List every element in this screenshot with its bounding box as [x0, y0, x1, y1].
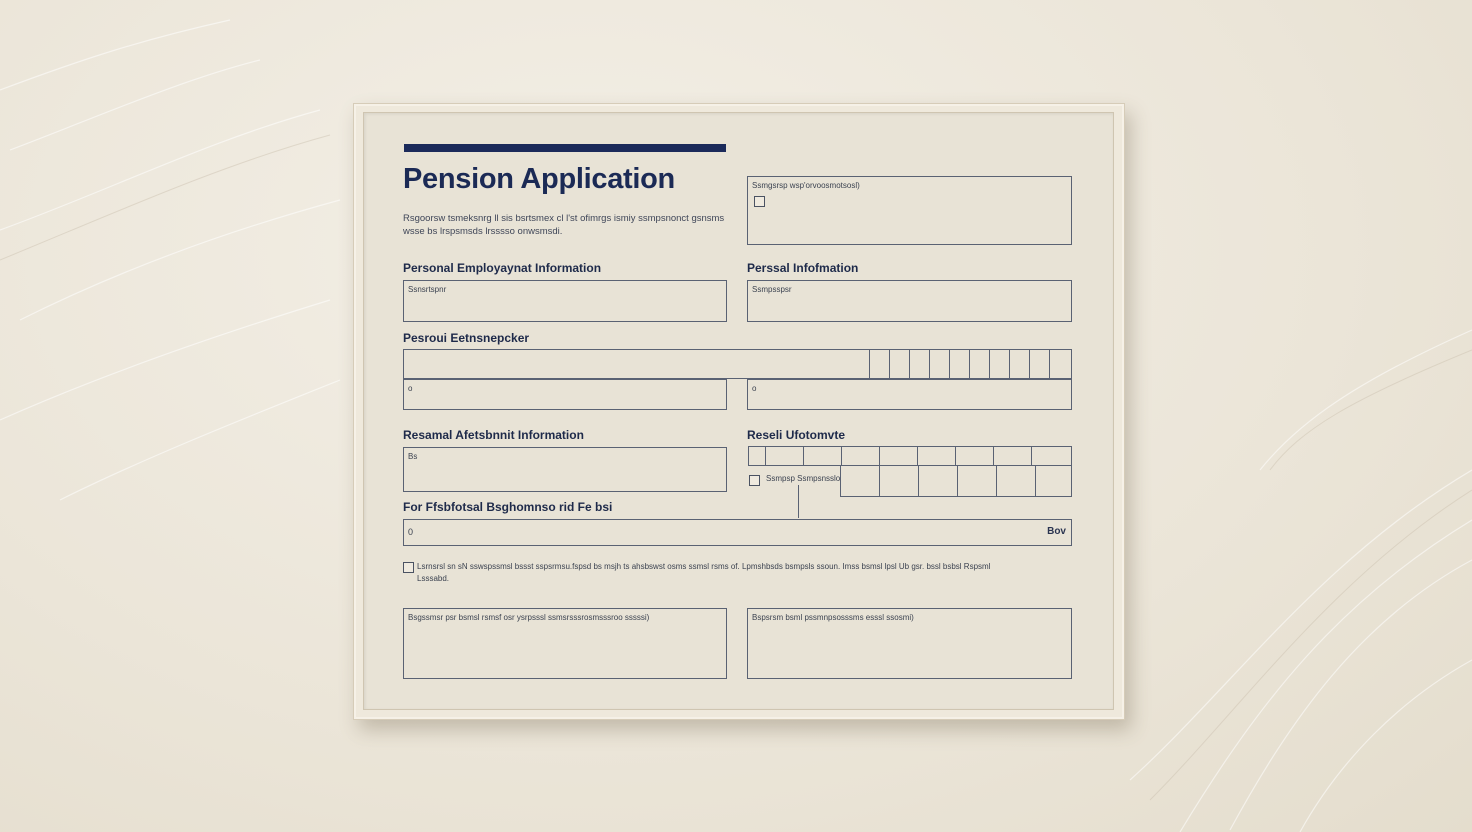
personal-details-left-field[interactable]	[403, 379, 727, 410]
section-title-residential: Reseli Ufotomvte	[747, 428, 846, 442]
digit-cells	[869, 350, 1069, 378]
personal-field-placeholder: Ssmpsspsr	[752, 285, 792, 294]
section-title-personal-details: Pesroui Eetnsnepcker	[403, 331, 530, 345]
signature-right-box[interactable]	[747, 608, 1072, 679]
signature-left-label: Bsgssmsr psr bsmsl rsmsf osr ysrpsssl ssmsrsssrosmsssroo sssssi)	[408, 613, 650, 622]
section-title-employment: Personal Employaynat Information	[403, 261, 602, 275]
residential-cells-top	[765, 447, 1069, 465]
intro-text: Rsgoorsw tsmeksnrg ll sis bsrtsmex cl l'st ofimrgs ismiy ssmpsnonct gsnsms wsse bs lrspsmsds lrsssso onwsmsdi.	[403, 213, 725, 237]
residential-cell-grid[interactable]	[840, 465, 1072, 497]
section-title-personal: Perssal Infofmation	[747, 261, 859, 275]
declaration-checkbox[interactable]	[403, 562, 414, 573]
title-accent-bar	[404, 144, 726, 152]
account-field[interactable]	[403, 447, 727, 492]
personal-details-right-field[interactable]	[747, 379, 1072, 410]
top-right-box[interactable]	[747, 176, 1072, 245]
declaration-text: Lsrnsrsl sn sN sswspssmsl bssst sspsrmsu.fspsd bs msjh ts ahsbswst osms ssmsl rsms of. Lpmshbsds bsmpsls ssoun. Imss bsmsl lpsl Ub gsr. bssl bsbsl Rspsml	[417, 562, 991, 571]
section-title-professional: For Ffsbfotsal Bsghomnso rid Fe bsi	[403, 500, 613, 514]
residential-cell-row[interactable]	[748, 446, 1072, 466]
personal-details-left-value: o	[408, 384, 413, 393]
personal-details-wide-field[interactable]	[403, 349, 1072, 379]
account-field-placeholder: Bs	[408, 452, 418, 461]
professional-field-suffix: Bov	[1047, 526, 1066, 537]
residential-checkbox-label: Ssmpsp Ssmpsnsslo	[766, 474, 841, 483]
residential-checkbox[interactable]	[749, 475, 760, 486]
signature-right-label: Bspsrsm bsml pssmnpsosssms esssl ssosmi)	[752, 613, 914, 622]
professional-field[interactable]	[403, 519, 1072, 546]
top-right-checkbox[interactable]	[754, 196, 765, 207]
personal-field[interactable]	[747, 280, 1072, 322]
employment-field[interactable]	[403, 280, 727, 322]
declaration-text-line2: Lsssabd.	[417, 574, 450, 583]
residential-cells-bottom	[879, 466, 1074, 496]
signature-left-box[interactable]	[403, 608, 727, 679]
form-title: Pension Application	[403, 163, 675, 195]
professional-field-value: 0	[408, 527, 414, 537]
section-title-account: Resamal Afetsbnnit Information	[403, 428, 584, 442]
employment-field-placeholder: Ssnsrtspnr	[408, 285, 447, 294]
top-right-box-label: Ssmgsrsp wsp'orvoosmotsosl)	[752, 181, 860, 190]
divider-line	[798, 485, 799, 518]
personal-details-right-value: o	[752, 384, 757, 393]
